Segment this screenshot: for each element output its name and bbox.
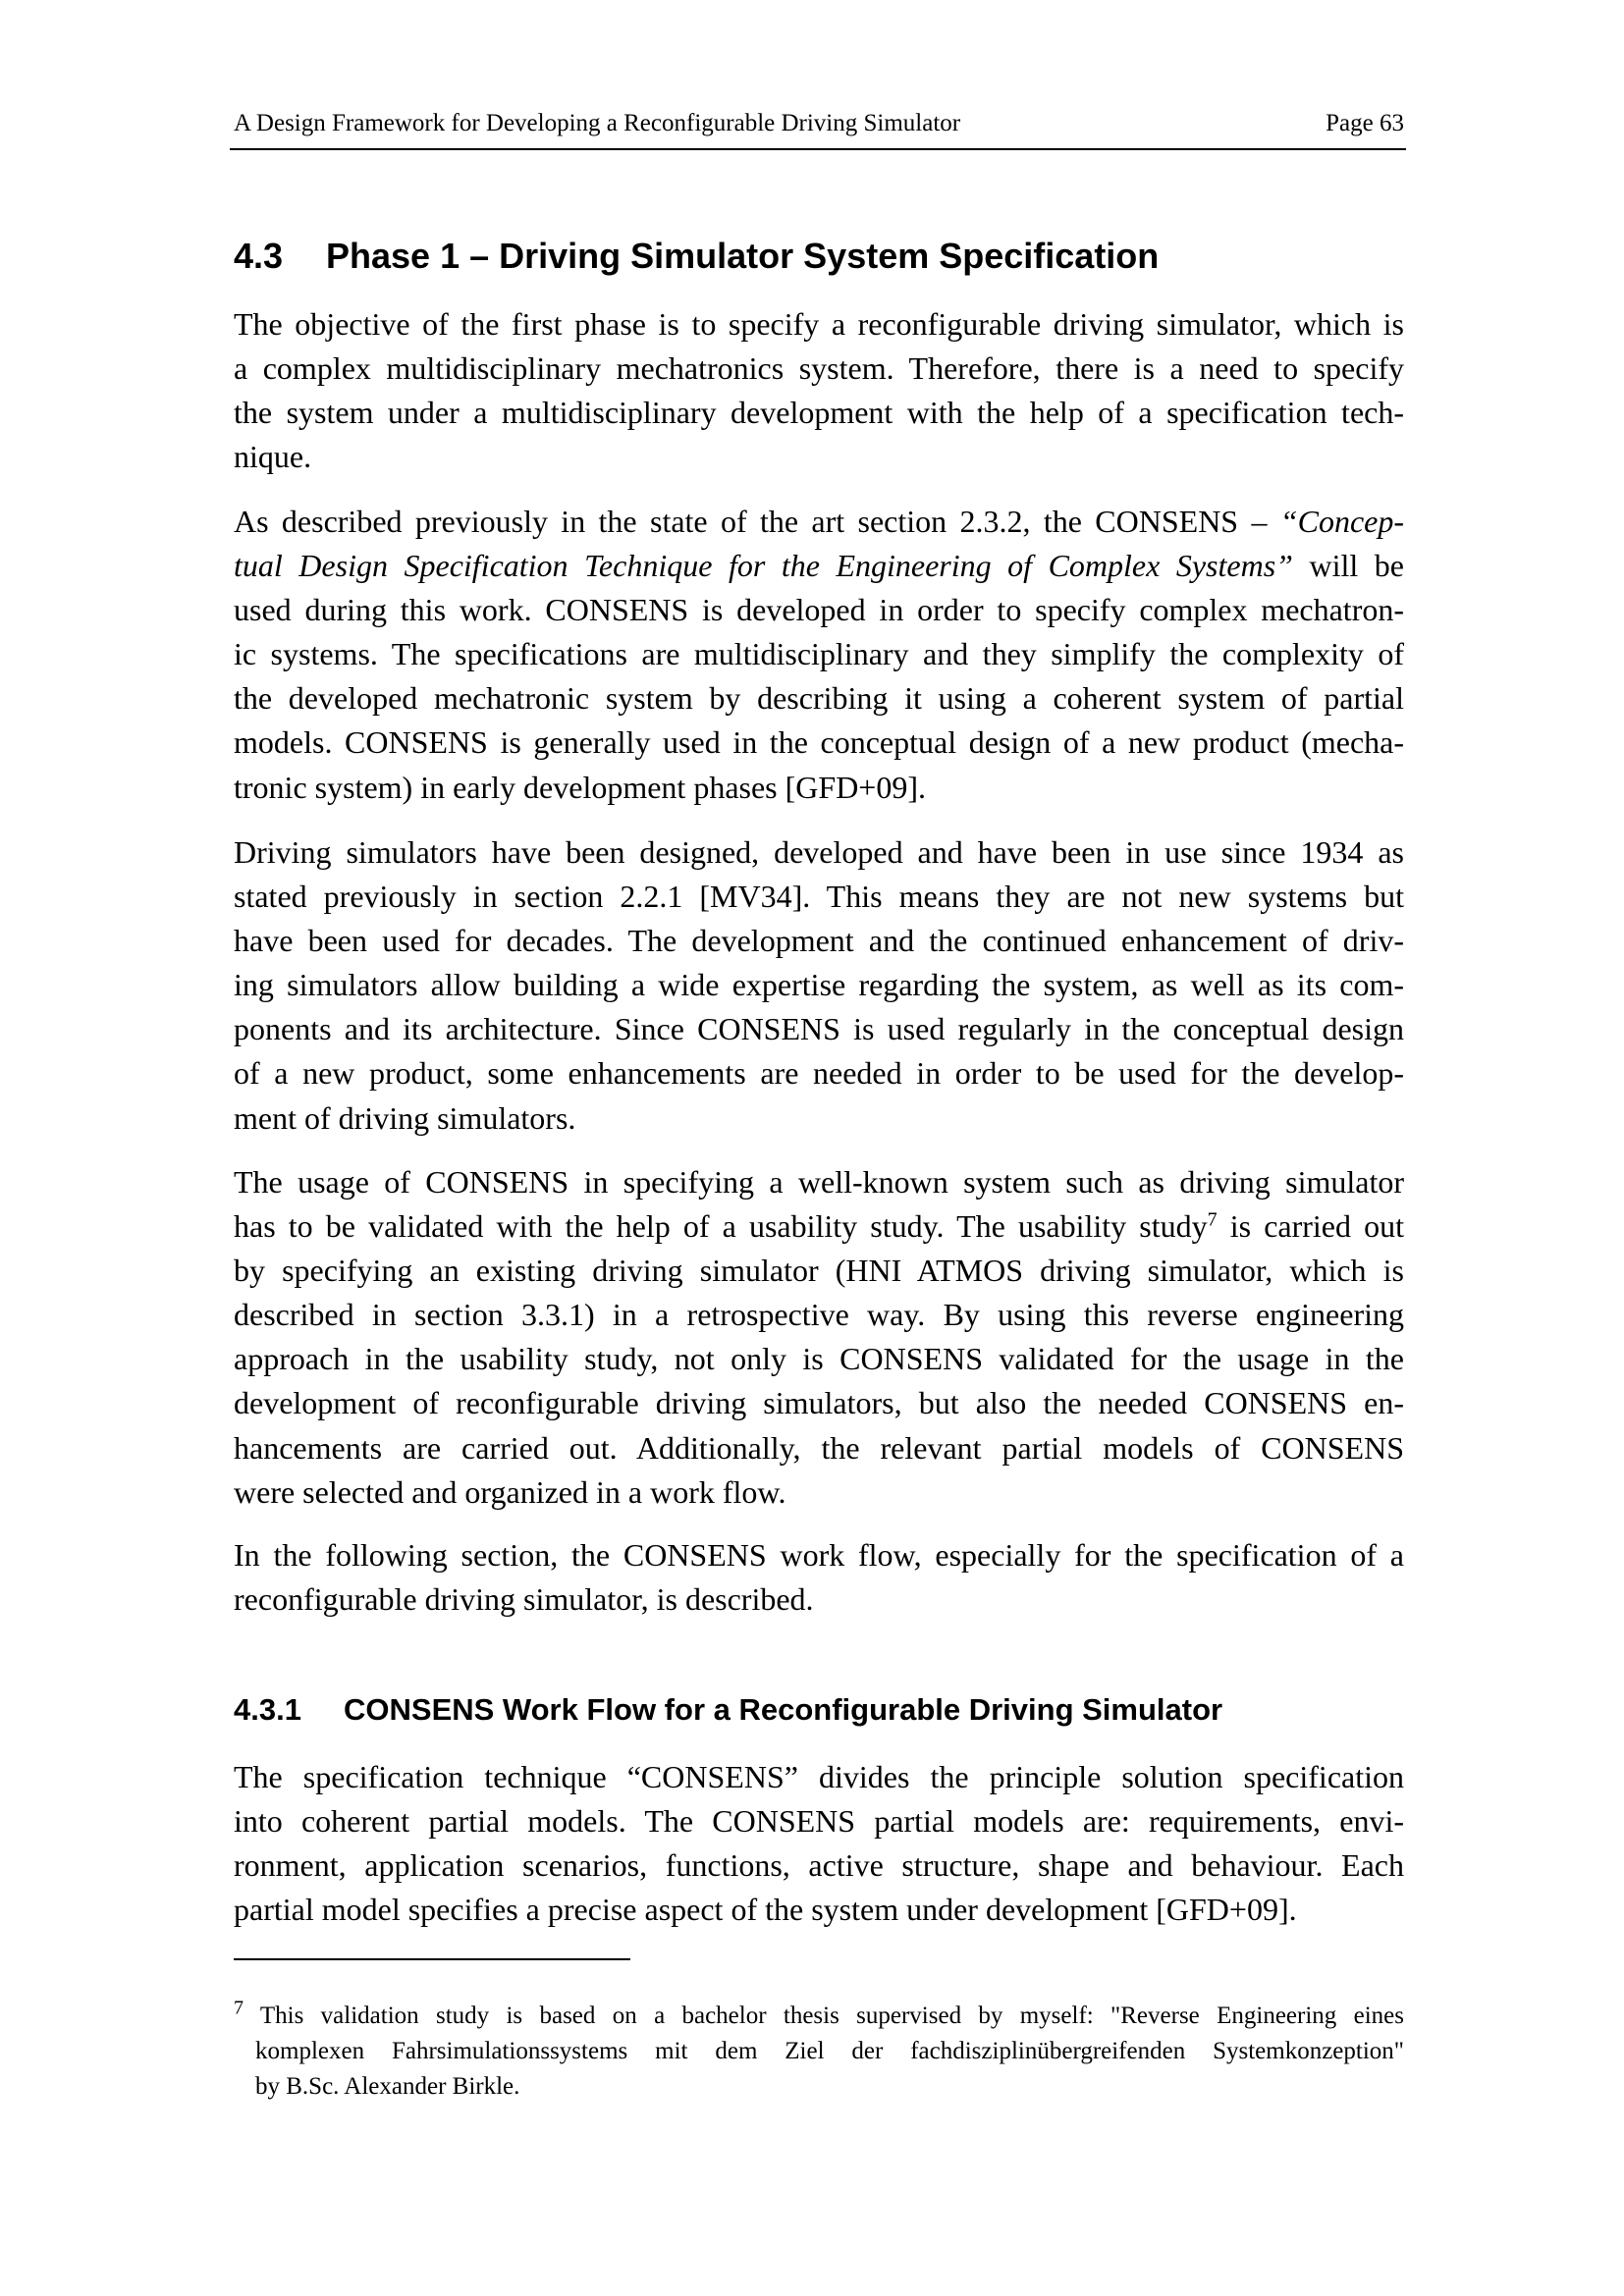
text-line: partial model specifies a precise aspect of the system under development [GFD+09]. — [234, 1892, 1297, 1928]
text-line: stated previously in section 2.2.1 [MV34]. This means they are not new systems but — [234, 879, 1404, 915]
section-number: 4.3 — [234, 236, 284, 276]
text-span: As described previously in the state of the art section 2.3.2, the CONSENS – — [234, 504, 1280, 539]
paragraph-1 — [234, 302, 1404, 479]
text-line: of a new product, some enhancements are needed in order to be used for the develop- — [234, 1055, 1404, 1092]
text-line: ment of driving simulators. — [234, 1099, 576, 1136]
header-rule — [230, 148, 1406, 150]
text-line: used during this work. CONSENS is developed in order to specify complex mechatron- — [234, 592, 1404, 628]
header-title: A Design Framework for Developing a Reconfigurable Driving Simulator — [234, 110, 961, 136]
footnote-line — [234, 1999, 1404, 2034]
subsection-title: CONSENS Work Flow for a Reconfigurable Driving Simulator — [344, 1692, 1223, 1727]
text-line: tronic system) in early development phases [GFD+09]. — [234, 769, 926, 805]
text-line — [234, 1204, 1404, 1249]
text-line: reconfigurable driving simulator, is described. — [234, 1581, 814, 1618]
text-line — [234, 500, 1404, 544]
page-number: Page 63 — [1326, 110, 1404, 136]
text-line: development of reconfigurable driving simulators, but also the needed CONSENS en- — [234, 1385, 1404, 1421]
text-span: This validation study is based on a bachelor thesis supervised by myself: "Reverse Engineering eines — [259, 2002, 1404, 2029]
footnote-line: komplexen Fahrsimulationssystems mit dem Ziel der fachdisziplinübergreifenden Systemkonzeption" — [255, 2038, 1404, 2064]
text-line: hancements are carried out. Additionally, the relevant partial models of CONSENS — [234, 1429, 1404, 1466]
section-title: Phase 1 – Driving Simulator System Specification — [326, 236, 1160, 276]
text-line: into coherent partial models. The CONSENS partial models are: requirements, envi- — [234, 1803, 1404, 1840]
text-line: the system under a multidisciplinary development with the help of a specification tech- — [234, 395, 1404, 431]
paragraph-4 — [234, 1160, 1404, 1515]
text-line: models. CONSENS is generally used in the conceptual design of a new product (mecha- — [234, 724, 1404, 761]
text-span: is carried out — [1217, 1208, 1405, 1245]
text-line: were selected and organized in a work flow. — [234, 1473, 786, 1510]
text-line: approach in the usability study, not only is CONSENS validated for the usage in the — [234, 1341, 1404, 1377]
paragraph-2 — [234, 500, 1404, 810]
subsection-heading — [234, 1692, 1222, 1728]
italic-title: “Concep- — [1279, 504, 1404, 539]
text-line: ronment, application scenarios, functions, active structure, shape and behaviour. Each — [234, 1847, 1404, 1884]
paragraph-3 — [234, 830, 1404, 1141]
text-span: has to be validated with the help of a usability study. The usability study — [234, 1208, 1208, 1245]
text-line: by specifying an existing driving simulator (HNI ATMOS driving simulator, which is — [234, 1253, 1404, 1289]
text-line: In the following section, the CONSENS work flow, especially for the specification of a — [234, 1537, 1404, 1573]
text-line: The objective of the first phase is to specify a reconfigurable driving simulator, which is — [234, 306, 1404, 342]
text-line: Driving simulators have been designed, developed and have been in use since 1934 as — [234, 834, 1404, 870]
text-line: ic systems. The specifications are multidisciplinary and they simplify the complexity of — [234, 636, 1404, 672]
section-heading — [234, 236, 1159, 277]
subsection-number: 4.3.1 — [234, 1692, 301, 1727]
text-line: described in section 3.3.1) in a retrospective way. By using this reverse engineering — [234, 1297, 1404, 1333]
footnote-number: 7 — [234, 1997, 244, 2019]
italic-title: tual Design Specification Technique for the Engineering of Complex Systems” — [234, 548, 1293, 584]
text-line: The usage of CONSENS in specifying a well-known system such as driving simulator — [234, 1164, 1404, 1200]
footnote-rule — [234, 1958, 630, 1960]
footnote-marker[interactable]: 7 — [1207, 1208, 1218, 1231]
footnote — [234, 1999, 1404, 2105]
footnote-line: by B.Sc. Alexander Birkle. — [255, 2073, 520, 2100]
text-line: nique. — [234, 439, 312, 475]
text-line: ing simulators allow building a wide expertise regarding the system, as well as its com- — [234, 967, 1404, 1003]
text-line: The specification technique “CONSENS” divides the principle solution specification — [234, 1759, 1404, 1794]
text-span: will be — [1292, 548, 1405, 584]
paragraph-5 — [234, 1533, 1404, 1622]
text-line — [234, 544, 1404, 588]
running-header — [234, 110, 1404, 137]
text-line: have been used for decades. The development and the continued enhancement of driv- — [234, 923, 1404, 959]
paragraph-6 — [234, 1755, 1404, 1932]
text-line: the developed mechatronic system by describing it using a coherent system of partial — [234, 680, 1404, 717]
text-line: a complex multidisciplinary mechatronics system. Therefore, there is a need to specify — [234, 350, 1404, 387]
text-line: ponents and its architecture. Since CONSENS is used regularly in the conceptual design — [234, 1011, 1404, 1047]
